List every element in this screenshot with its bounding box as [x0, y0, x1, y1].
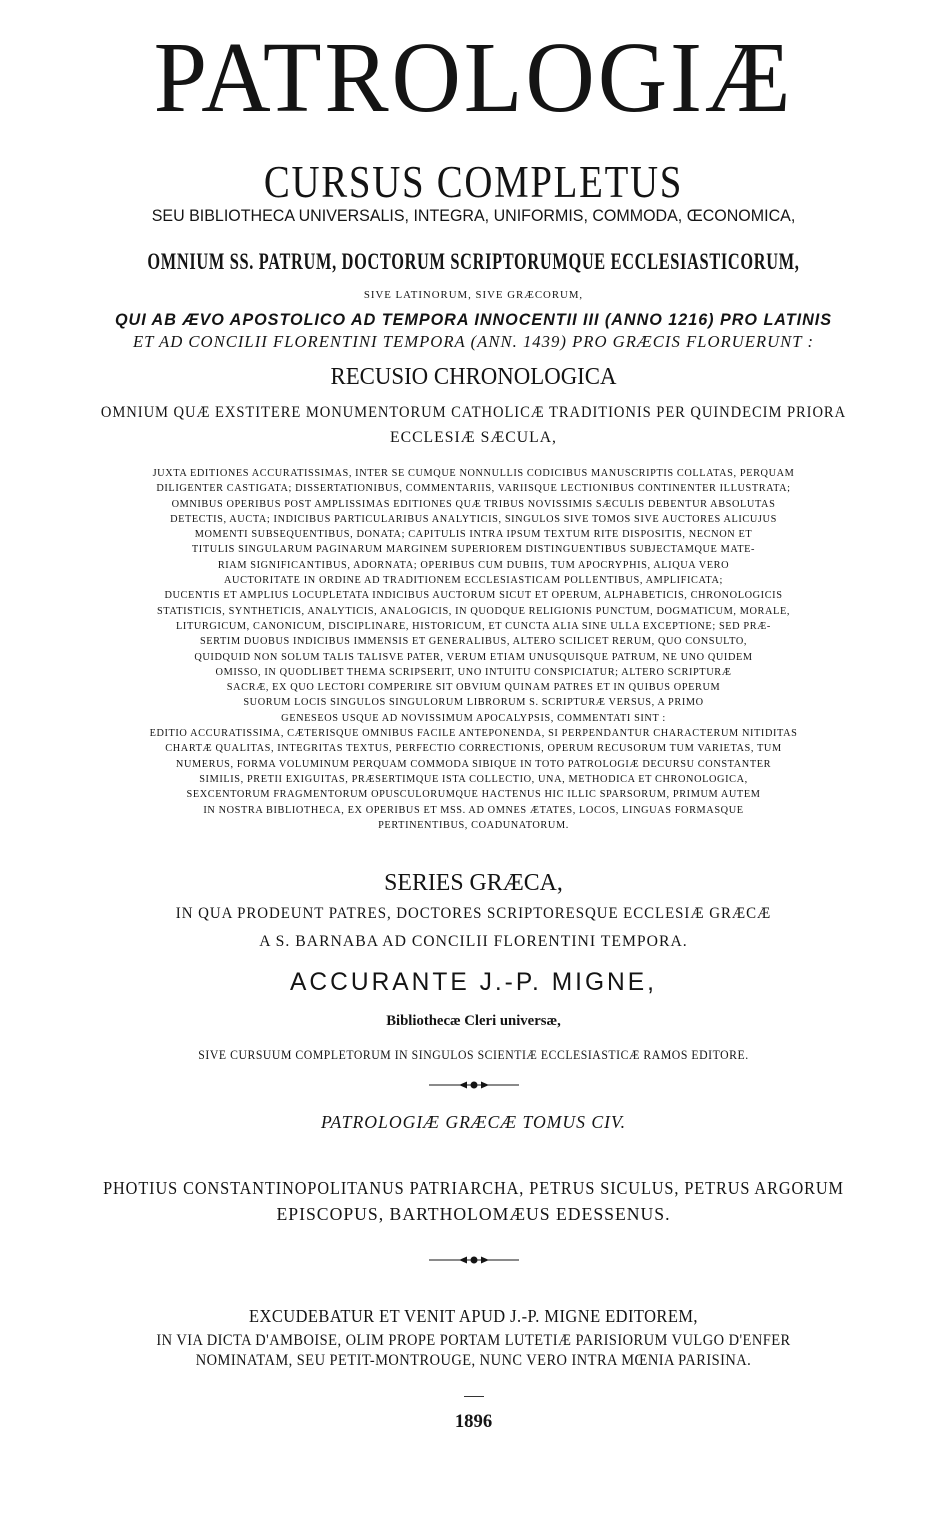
- line-sive-cursuum: SIVE CURSUUM COMPLETORUM IN SINGULOS SCIENTIÆ ECCLESIASTICÆ RAMOS EDITORE.: [198, 1048, 749, 1062]
- main-title: PATROLOGIÆ: [153, 22, 794, 133]
- line-ecclesiae: ECCLESIÆ SÆCULA,: [390, 429, 557, 446]
- line-nominatam: NOMINATAM, SEU PETIT-MONTROUGE, NUNC VERO INTRA MŒNIA PARISINA.: [195, 1352, 752, 1369]
- divider-dash: [464, 1396, 484, 1397]
- line-qui: QUI AB ÆVO APOSTOLICO AD TEMPORA INNOCENTII III (ANNO 1216) PRO LATINIS: [114, 310, 832, 329]
- paragraph-line: QUIDQUID NON SOLUM TALIS TALISVE PATER, VERUM ETIAM UNUSQUISQUE PATRUM, NE UNO QUIDEM: [194, 651, 753, 663]
- paragraph-line: SERTIM DUOBUS INDICIBUS IMMENSIS ET GENERALIBUS, ALTERO SCILICET RERUM, QUO CONSULTO,: [199, 636, 748, 648]
- line-universalis: SEU BIBLIOTHECA UNIVERSALIS, INTEGRA, UNIFORMIS, COMMODA, ŒCONOMICA,: [151, 206, 796, 225]
- paragraph-line: CHARTÆ QUALITAS, INTEGRITAS TEXTUS, PERFECTIO CORRECTIONIS, OPERUM RECUSORUM TUM VARIETAS, TUM: [165, 743, 782, 755]
- line-episcopus: EPISCOPUS, BARTHOLOMÆUS EDESSENUS.: [276, 1204, 671, 1224]
- line-photius: PHOTIUS CONSTANTINOPOLITANUS PATRIARCHA, PETRUS SICULUS, PETRUS ARGORUM: [103, 1178, 844, 1198]
- line-et: ET AD CONCILII FLORENTINI TEMPORA (ANN. 1439) PRO GRÆCIS FLORUERUNT :: [132, 332, 815, 351]
- paragraph-line: OMISSO, IN QUODLIBET THEMA SCRIPSERIT, UNO INTUITU CONSPICIATUR; ALTERO SCRIPTURÆ: [215, 666, 732, 678]
- paragraph-line: RIAM SIGNIFICANTIBUS, ADORNATA; OPERIBUS CUM DUBIIS, TUM APOCRYPHIS, ALIQUA VERO: [217, 559, 730, 571]
- line-in-qua: IN QUA PRODEUNT PATRES, DOCTORES SCRIPTORESQUE ECCLESIÆ GRÆCÆ: [175, 905, 772, 922]
- paragraph-line: OMNIBUS OPERIBUS POST AMPLISSIMAS EDITIONES QUÆ TRIBUS NOVISSIMIS SÆCULIS DEBENTUR ABSOLUTAS: [171, 498, 776, 510]
- paragraph-line: MOMENTI SUBSEQUENTIBUS, DONATA; CAPITULIS INTRA IPSUM TEXTUM RITE DISPOSITIS, NECNON ET: [194, 529, 753, 541]
- paragraph-line: JUXTA EDITIONES ACCURATISSIMAS, INTER SE CUMQUE NONNULLIS CODICIBUS MANUSCRIPTIS COLLATAS, PERQUAM: [152, 468, 795, 479]
- paragraph-line: SACRÆ, EX QUO LECTORI COMPERIRE SIT OBVIUM QUINAM PATRES ET IN QUIBUS OPERUM: [226, 682, 721, 694]
- paragraph-line: AUCTORITATE IN ORDINE AD TRADITIONEM ECCLESIASTICAM POLLENTIBUS, AMPLIFICATA;: [224, 575, 723, 587]
- line-bibliothecae: Bibliothecæ Cleri universæ,: [386, 1013, 561, 1029]
- paragraph-line: IN NOSTRA BIBLIOTHECA, EX OPERIBUS ET MSS. AD OMNES ÆTATES, LOCOS, LINGUAS FORMASQUE: [203, 804, 744, 816]
- paragraph-line: DUCENTIS ET AMPLIUS LOCUPLETATA INDICIBUS AUCTORUM SICUT ET OPERUM, ALPHABETICIS, CHRONOLOGICIS: [164, 590, 783, 602]
- line-via: IN VIA DICTA D'AMBOISE, OLIM PROPE PORTAM LUTETIÆ PARISIORUM VULGO D'ENFER: [156, 1332, 791, 1349]
- paragraph-line: DILIGENTER CASTIGATA; DISSERTATIONIBUS, COMMENTARIIS, VARIISQUE LECTIONIBUS CONTINENTER ILLUSTRATA;: [156, 483, 791, 495]
- paragraph-line: LITURGICUM, CANONICUM, DISCIPLINARE, HISTORICUM, ET CUNCTA ALIA SINE ULLA EXCEPTIONE; SED PRÆ-: [176, 620, 771, 632]
- paragraph-line: TITULIS SINGULARUM PAGINARUM MARGINEM SUPERIOREM DISTINGUENTIBUS SUBJECTAMQUE MATE-: [191, 544, 756, 556]
- paragraph-line: NUMERUS, FORMA VOLUMINUM PERQUAM COMMODA SIBIQUE IN TOTO PATROLOGIÆ DECURSU CONSTANTER: [175, 758, 772, 770]
- paragraph-line: GENESEOS USQUE AD NOVISSIMUM APOCALYPSIS, COMMENTATI SINT :: [281, 712, 666, 724]
- paragraph-line: EDITIO ACCURATISSIMA, CÆTERISQUE OMNIBUS FACILE ANTEPONENDA, SI PERPENDANTUR CHARACTERUM NITIDITAS: [149, 728, 798, 740]
- line-omnium: OMNIUM SS. PATRUM, DOCTORUM SCRIPTORUMQUE ECCLESIASTICORUM,: [147, 249, 800, 275]
- paragraph-line: SUORUM LOCIS SINGULOS SINGULORUM LIBRORUM S. SCRIPTURÆ VERSUS, A PRIMO: [243, 697, 704, 709]
- line-accurante: ACCURANTE J.-P. MIGNE,: [290, 969, 657, 996]
- line-series: SERIES GRÆCA,: [384, 869, 563, 896]
- publication-year: 1896: [454, 1411, 493, 1432]
- line-sive: SIVE LATINORUM, SIVE GRÆCORUM,: [363, 289, 584, 301]
- line-recusio: RECUSIO CHRONOLOGICA: [330, 363, 617, 390]
- ornament-rule-1: [0, 1080, 947, 1090]
- paragraph-line: STATISTICIS, SYNTHETICIS, ANALYTICIS, ANALOGICIS, IN QUODQUE RELIGIONIS PUNCTUM, DOGMATICUM, MORALE,: [156, 605, 791, 617]
- line-barnaba: A S. BARNABA AD CONCILII FLORENTINI TEMPORA.: [259, 933, 688, 950]
- description-paragraph: [0, 466, 947, 833]
- subtitle: CURSUS COMPLETUS: [263, 157, 684, 207]
- paragraph-line: DETECTIS, AUCTA; INDICIBUS PARTICULARIBUS ANALYTICIS, SINGULOS SIVE TOMOS SIVE AUCTORES ALICUJUS: [170, 513, 777, 525]
- line-omnium-quae: OMNIUM QUÆ EXSTITERE MONUMENTORUM CATHOLICÆ TRADITIONIS PER QUINDECIM PRIORA: [100, 404, 847, 421]
- line-excudebatur: EXCUDEBATUR ET VENIT APUD J.-P. MIGNE EDITOREM,: [249, 1306, 698, 1326]
- paragraph-line: SEXCENTORUM FRAGMENTORUM OPUSCULORUMQUE HACTENUS HIC ILLIC SPARSORUM, PRIMUM AUTEM: [186, 789, 761, 801]
- paragraph-line: SIMILIS, PRETII EXIGUITAS, PRÆSERTIMQUE ISTA COLLECTIO, UNA, METHODICA ET CHRONOLOGICA,: [199, 773, 748, 785]
- ornament-rule-2: [0, 1255, 947, 1265]
- line-tomus: PATROLOGIÆ GRÆCÆ TOMUS CIV.: [321, 1112, 626, 1132]
- paragraph-line: PERTINENTIBUS, COADUNATORUM.: [378, 819, 569, 831]
